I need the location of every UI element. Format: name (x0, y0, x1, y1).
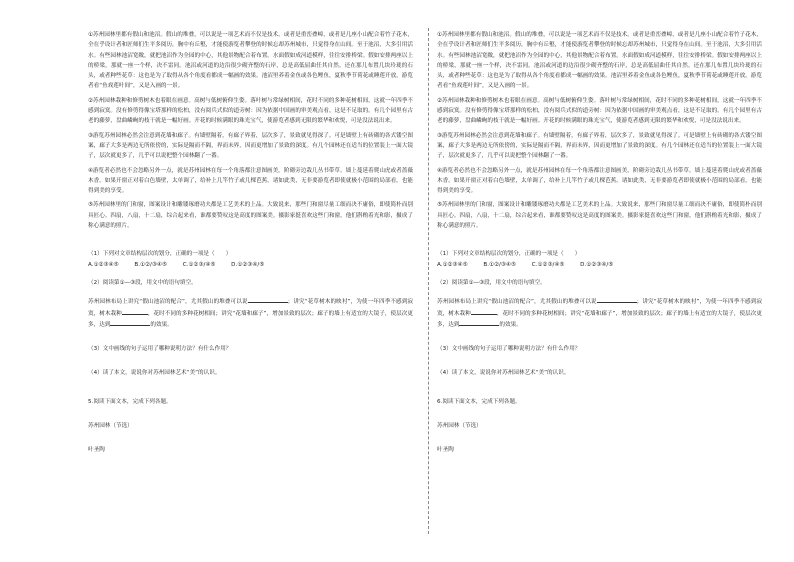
paragraph-5: ⑤苏州园林里的门和窗，图案设计和雕镂琢磨功夫都是工艺美术的上品。大致说来，那些门和窗尽量工细而决不庸俗，即使简朴而别具匠心。四扇，八扇，十二扇，综合起来看，谁都要赞叹这是高度的图案美。摄影家挺喜欢这些门和窗，他们斟酌着光和影，摄成了称心满意的照片。 (88, 202, 413, 230)
article-author: 叶圣陶 (437, 447, 454, 454)
option-c[interactable]: C.①②③/④⑤ (531, 261, 565, 268)
fill-in-text (88, 296, 413, 330)
right-column (437, 30, 762, 456)
fill-part-3: ，花时不同的多种花树相间；讲究“花墙和廊子”，增加景致的层次；廊子的墙上有适宜的大镜子，使层次更多，达到 (88, 310, 413, 328)
option-c[interactable]: C.①②③/④⑤ (182, 261, 216, 268)
fill-part-4: 的效果。 (150, 321, 173, 328)
question-2: （2）阅读第①—③段，用文中的语句填空。 (88, 279, 197, 286)
fill-blank-1[interactable] (248, 296, 288, 303)
page-divider (428, 28, 429, 534)
question-4: （4）读了本文，说说你对苏州园林艺术“美”的认识。 (437, 370, 570, 377)
fill-part-4: 的效果。 (499, 321, 522, 328)
fill-blank-1[interactable] (597, 296, 637, 303)
fill-blank-2[interactable] (122, 308, 148, 315)
fill-part-3: ，花时不同的多种花树相间；讲究“花墙和廊子”，增加景致的层次；廊子的墙上有适宜的大镜子，使层次更多，达到 (437, 310, 762, 328)
left-column (88, 30, 413, 456)
paragraph-4: ④游览者必然也不会忽略另外一点，就是苏州园林在每一个角落都注意图画美。阶砌旁边栽几丛书带草。墙上蔓延着爬山虎或者蔷薇木香。如果开窗正对着白色墙壁，太单调了，给补上几竿竹子或几棵芭蕉。诸如此类，无非要游览者即使就极小范围的局部看，也能得到美的享受。 (437, 167, 762, 195)
next-section-heading: 5.阅读下面文本，完成下列各题。 (88, 398, 172, 405)
fill-part-1: 苏州园林布局上讲究“假山池沼的配合”，尤其假山的堆叠可以说 (88, 299, 248, 306)
article-title: 苏州园林（节选） (437, 423, 482, 430)
fill-blank-2[interactable] (471, 308, 497, 315)
option-b[interactable]: B.①②/③④⑤ (483, 261, 516, 268)
fill-in-text (437, 296, 762, 330)
question-4: （4）读了本文，说说你对苏州园林艺术“美”的认识。 (88, 370, 221, 377)
paragraph-2: ②苏州园林栽种和修剪树木也着眼在画意。高树与低树俯仰生姿。落叶树与常绿树相间，花时不同的多种花树相间，这就一年四季不感到寂寞。没有修剪得像宝塔那样的松柏，没有阅兵式似的道旁树：因为依据中国画的审美观点看，这是不足取的。有几个园里有古老的藤萝，盘曲嶙峋的枝干就是一幅好画。开花的时候满眼的珠光宝气，使游览者感到无限的繁华和欢悦，可是没法说出来。 (437, 97, 762, 125)
answer-options (88, 260, 413, 270)
paragraph-2: ②苏州园林栽种和修剪树木也着眼在画意。高树与低树俯仰生姿。落叶树与常绿树相间，花时不同的多种花树相间，这就一年四季不感到寂寞。没有修剪得像宝塔那样的松柏，没有阅兵式似的道旁树：因为依据中国画的审美观点看，这是不足取的。有几个园里有古老的藤萝，盘曲嶙峋的枝干就是一幅好画。开花的时候满眼的珠光宝气，使游览者感到无限的繁华和欢悦，可是没法说出来。 (88, 97, 413, 125)
option-d[interactable]: D.①②③④/⑤ (580, 261, 614, 268)
question-3: （3）文中画线的句子运用了哪种说明方法？有什么作用？ (88, 346, 232, 353)
paragraph-5: ⑤苏州园林里的门和窗，图案设计和雕镂琢磨功夫都是工艺美术的上品。大致说来，那些门和窗尽量工细而决不庸俗，即使简朴而别具匠心。四扇，八扇，十二扇，综合起来看，谁都要赞叹这是高度的图案美。摄影家挺喜欢这些门和窗，他们斟酌着光和影，摄成了称心满意的照片。 (437, 202, 762, 230)
option-a[interactable]: A.①②③④⑤ (88, 261, 119, 268)
paragraph-3: ③游览苏州园林必然会注意到花墙和廊子。有墙壁隔着，有廊子界着，层次多了，景致就见得深了。可是墙壁上有砖砌的各式镂空图案，廊子大多是两边无所依傍的，实际是隔而不隔，界而未界，因而更增加了景致的深度。有几个园林还在适当的位置装上一面大镜子，层次就更多了，几乎可以说把整个园林翻了一番。 (437, 132, 762, 160)
paragraph-4: ④游览者必然也不会忽略另外一点，就是苏州园林在每一个角落都注意图画美。阶砌旁边栽几丛书带草。墙上蔓延着爬山虎或者蔷薇木香。如果开窗正对着白色墙壁，太单调了，给补上几竿竹子或几棵芭蕉。诸如此类，无非要游览者即使就极小范围的局部看，也能得到美的享受。 (88, 167, 413, 195)
question-1: （1）下列对文章结构层次的划分，正确的一项是（ ） (437, 251, 581, 258)
fill-part-2: ；讲究“花草树木的映衬”，为使一年四季不感到寂寞，树木栽种 (88, 299, 414, 317)
fill-part-2: ；讲究“花草树木的映衬”，为使一年四季不感到寂寞，树木栽种 (437, 299, 763, 317)
paragraph-1: ①苏州园林里都有假山和池沼。假山的堆叠，可以说是一项艺术而不仅是技术。或者是重峦叠嶂，或者是几座小山配合着竹子花木，全在乎设计者和匠师们生平多阅历，胸中有丘壑，才能使游览者攀登的时候忘却苏州城市，只觉得身在山间。至于池沼，大多引用活水。有些园林池沼宽敞，就把池沼作为全园的中心，其他景物配合着布置。水面假如成河道模样，往往安排桥梁。假如安排两座以上的桥梁，那就一座一个样，决不雷同。池沼或河道的边沿很少砌齐整的石岸，总是高低屈曲任其自然。还在那儿布置几块玲珑的石头，或者种些花草：这也是为了取得从各个角度看都成一幅画的效果。池沼里养着金鱼或各色鲤鱼，夏秋季节荷花或睡莲开放，游览者看“鱼戏莲叶间”，又是入画的一景。 (437, 32, 762, 90)
fill-blank-3[interactable] (459, 319, 499, 326)
option-b[interactable]: B.①②/③④⑤ (134, 261, 167, 268)
fill-blank-3[interactable] (110, 319, 150, 326)
question-1: （1）下列对文章结构层次的划分，正确的一项是（ ） (88, 251, 232, 258)
option-a[interactable]: A.①②③④⑤ (437, 261, 468, 268)
next-section-heading: 6.阅读下面文本，完成下列各题。 (437, 398, 521, 405)
paragraph-1: ①苏州园林里都有假山和池沼。假山的堆叠，可以说是一项艺术而不仅是技术。或者是重峦叠嶂，或者是几座小山配合着竹子花木，全在乎设计者和匠师们生平多阅历，胸中有丘壑，才能使游览者攀登的时候忘却苏州城市，只觉得身在山间。至于池沼，大多引用活水。有些园林池沼宽敞，就把池沼作为全园的中心，其他景物配合着布置。水面假如成河道模样，往往安排桥梁。假如安排两座以上的桥梁，那就一座一个样，决不雷同。池沼或河道的边沿很少砌齐整的石岸，总是高低屈曲任其自然。还在那儿布置几块玲珑的石头，或者种些花草：这也是为了取得从各个角度看都成一幅画的效果。池沼里养着金鱼或各色鲤鱼，夏秋季节荷花或睡莲开放，游览者看“鱼戏莲叶间”，又是入画的一景。 (88, 32, 413, 90)
article-title: 苏州园林（节选） (88, 423, 133, 430)
article-author: 叶圣陶 (88, 447, 105, 454)
option-d[interactable]: D.①②③④/⑤ (231, 261, 265, 268)
answer-options (437, 260, 762, 270)
question-2: （2）阅读第①—③段，用文中的语句填空。 (437, 279, 546, 286)
fill-part-1: 苏州园林布局上讲究“假山池沼的配合”，尤其假山的堆叠可以说 (437, 299, 597, 306)
paragraph-3: ③游览苏州园林必然会注意到花墙和廊子。有墙壁隔着，有廊子界着，层次多了，景致就见得深了。可是墙壁上有砖砌的各式镂空图案，廊子大多是两边无所依傍的，实际是隔而不隔，界而未界，因而更增加了景致的深度。有几个园林还在适当的位置装上一面大镜子，层次就更多了，几乎可以说把整个园林翻了一番。 (88, 132, 413, 160)
question-3: （3）文中画线的句子运用了哪种说明方法？有什么作用？ (437, 346, 581, 353)
